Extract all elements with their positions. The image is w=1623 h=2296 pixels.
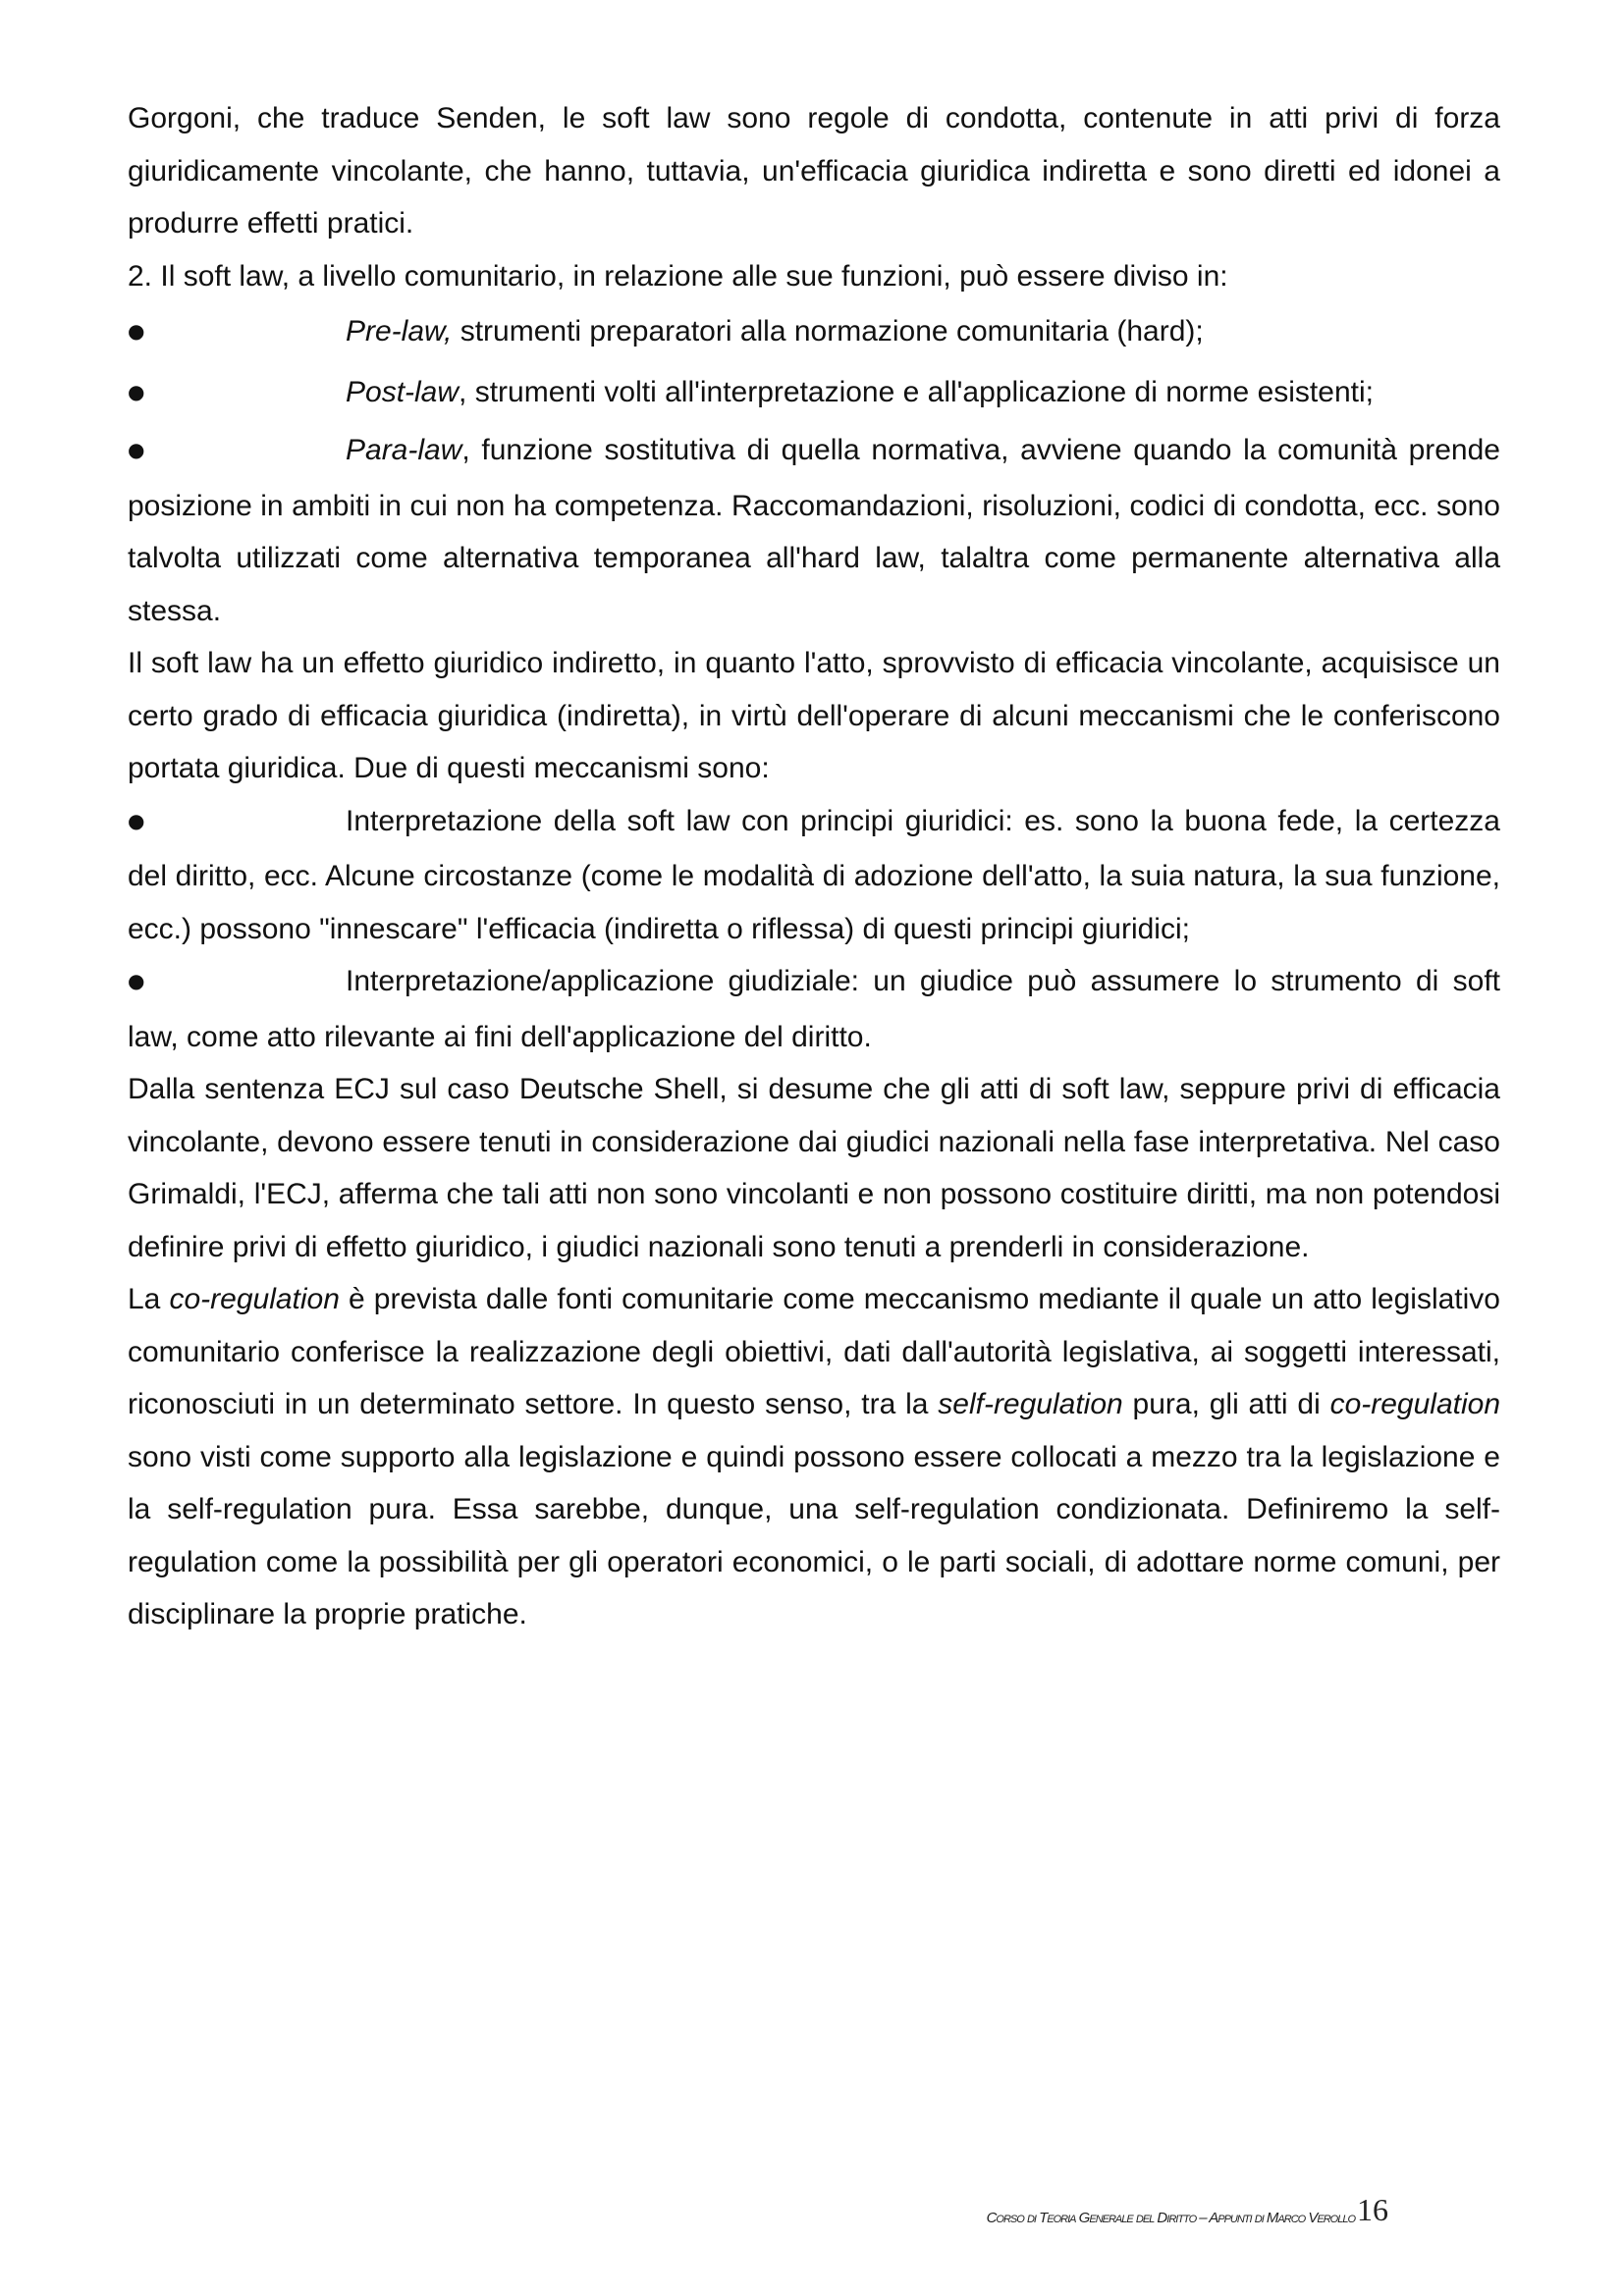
bullet-icon	[128, 796, 346, 851]
bullet-icon	[128, 425, 346, 480]
paragraph-ecj-cases: Dalla sentenza ECJ sul caso Deutsche Shell, si desume che gli atti di soft law, seppure privi di efficacia vincolante, devono essere tenuti in considerazione dai giudici nazionali nella fase interpretativa. Nel caso Grimaldi, l'ECJ, afferma che tali atti non sono vincolanti e non possono costituire diritti, ma non potendosi definire privi di effetto giuridico, i giudici nazionali sono tenuti a prenderli in considerazione.	[128, 1073, 1500, 1263]
paragraph-indirect-effect: Il soft law ha un effetto giuridico indiretto, in quanto l'atto, sprovvisto di efficacia vincolante, acquisisce un certo grado di efficacia giuridica (indiretta), in virtù dell'operare di alcuni meccanismi che le conferiscono portata giuridica. Due di questi meccanismi sono:	[128, 647, 1500, 784]
list-item-text: , funzione sostitutiva di quella normativa, avviene quando la comunità prende posizione in ambiti in cui non ha competenza. Raccomandazioni, risoluzioni, codici di condotta, ecc. sono talvolta utilizzati come alternativa temporanea all'hard law, talaltra come permanente alternativa alla stessa.	[128, 434, 1500, 627]
list-item-post-law	[128, 363, 1500, 424]
paragraph-soft-law-division: 2. Il soft law, a livello comunitario, in relazione alle sue funzioni, può essere diviso in:	[128, 259, 1228, 293]
list-item-text: , strumenti volti all'interpretazione e all'applicazione di norme esistenti;	[459, 376, 1374, 408]
term-pre-law: Pre-law,	[346, 315, 453, 347]
bullet-icon	[128, 364, 346, 424]
list-item-pre-law	[128, 302, 1500, 363]
list-item-judicial-application	[128, 955, 1500, 1063]
term-co-regulation: co-regulation	[169, 1283, 340, 1315]
bullet-icon	[128, 956, 346, 1011]
bullet-icon	[128, 303, 346, 363]
list-item-interpretation-principles	[128, 795, 1500, 956]
list-item-para-law	[128, 424, 1500, 637]
page-footer	[884, 2193, 1394, 2232]
paragraph-definition: Gorgoni, che traduce Senden, le soft law sono regole di condotta, contenute in atti privi di forza giuridicamente vincolante, che hanno, tuttavia, un'efficacia giuridica indiretta e sono diretti ed idonei a produrre effetti pratici.	[128, 102, 1500, 240]
footer-title: Corso di Teoria Generale del Diritto – Appunti di Marco Verollo	[986, 2209, 1355, 2226]
term-para-law: Para-law	[346, 434, 462, 466]
paragraph-co-regulation: La co-regulation è prevista dalle fonti comunitarie come meccanismo mediante il quale un atto legislativo comunitario conferisce la realizzazione degli obiettivi, dati dall'autorità legislativa, ai soggetti interessati, riconosciuti in un determinato settore. In questo senso, tra la self-regulation pura, gli atti di co-regulation sono visti come supporto alla legislazione e quindi possono essere collocati a mezzo tra la legislazione e la self-regulation pura. Essa sarebbe, dunque, una self-regulation condizionata. Definiremo la self-regulation come la possibilità per gli operatori economici, o le parti sociali, di adottare norme comuni, per disciplinare la proprie pratiche.	[128, 1283, 1500, 1630]
term-post-law: Post-law	[346, 376, 460, 408]
list-item-text: Interpretazione/applicazione giudiziale: un giudice può assumere lo strumento di soft law, come atto rilevante ai fini dell'applicazione del diritto.	[128, 965, 1500, 1053]
term-self-regulation: self-regulation	[938, 1388, 1123, 1420]
list-item-text: strumenti preparatori alla normazione comunitaria (hard);	[452, 315, 1204, 347]
term-co-regulation: co-regulation	[1329, 1388, 1500, 1420]
page-number: 16	[1357, 2192, 1388, 2227]
document-body	[128, 92, 1500, 1641]
list-item-text: Interpretazione della soft law con principi giuridici: es. sono la buona fede, la certezza del diritto, ecc. Alcune circostanze (come le modalità di adozione dell'atto, la suia natura, la sua funzione, ecc.) possono "innescare" l'efficacia (indiretta o riflessa) di questi principi giuridici;	[128, 804, 1500, 945]
